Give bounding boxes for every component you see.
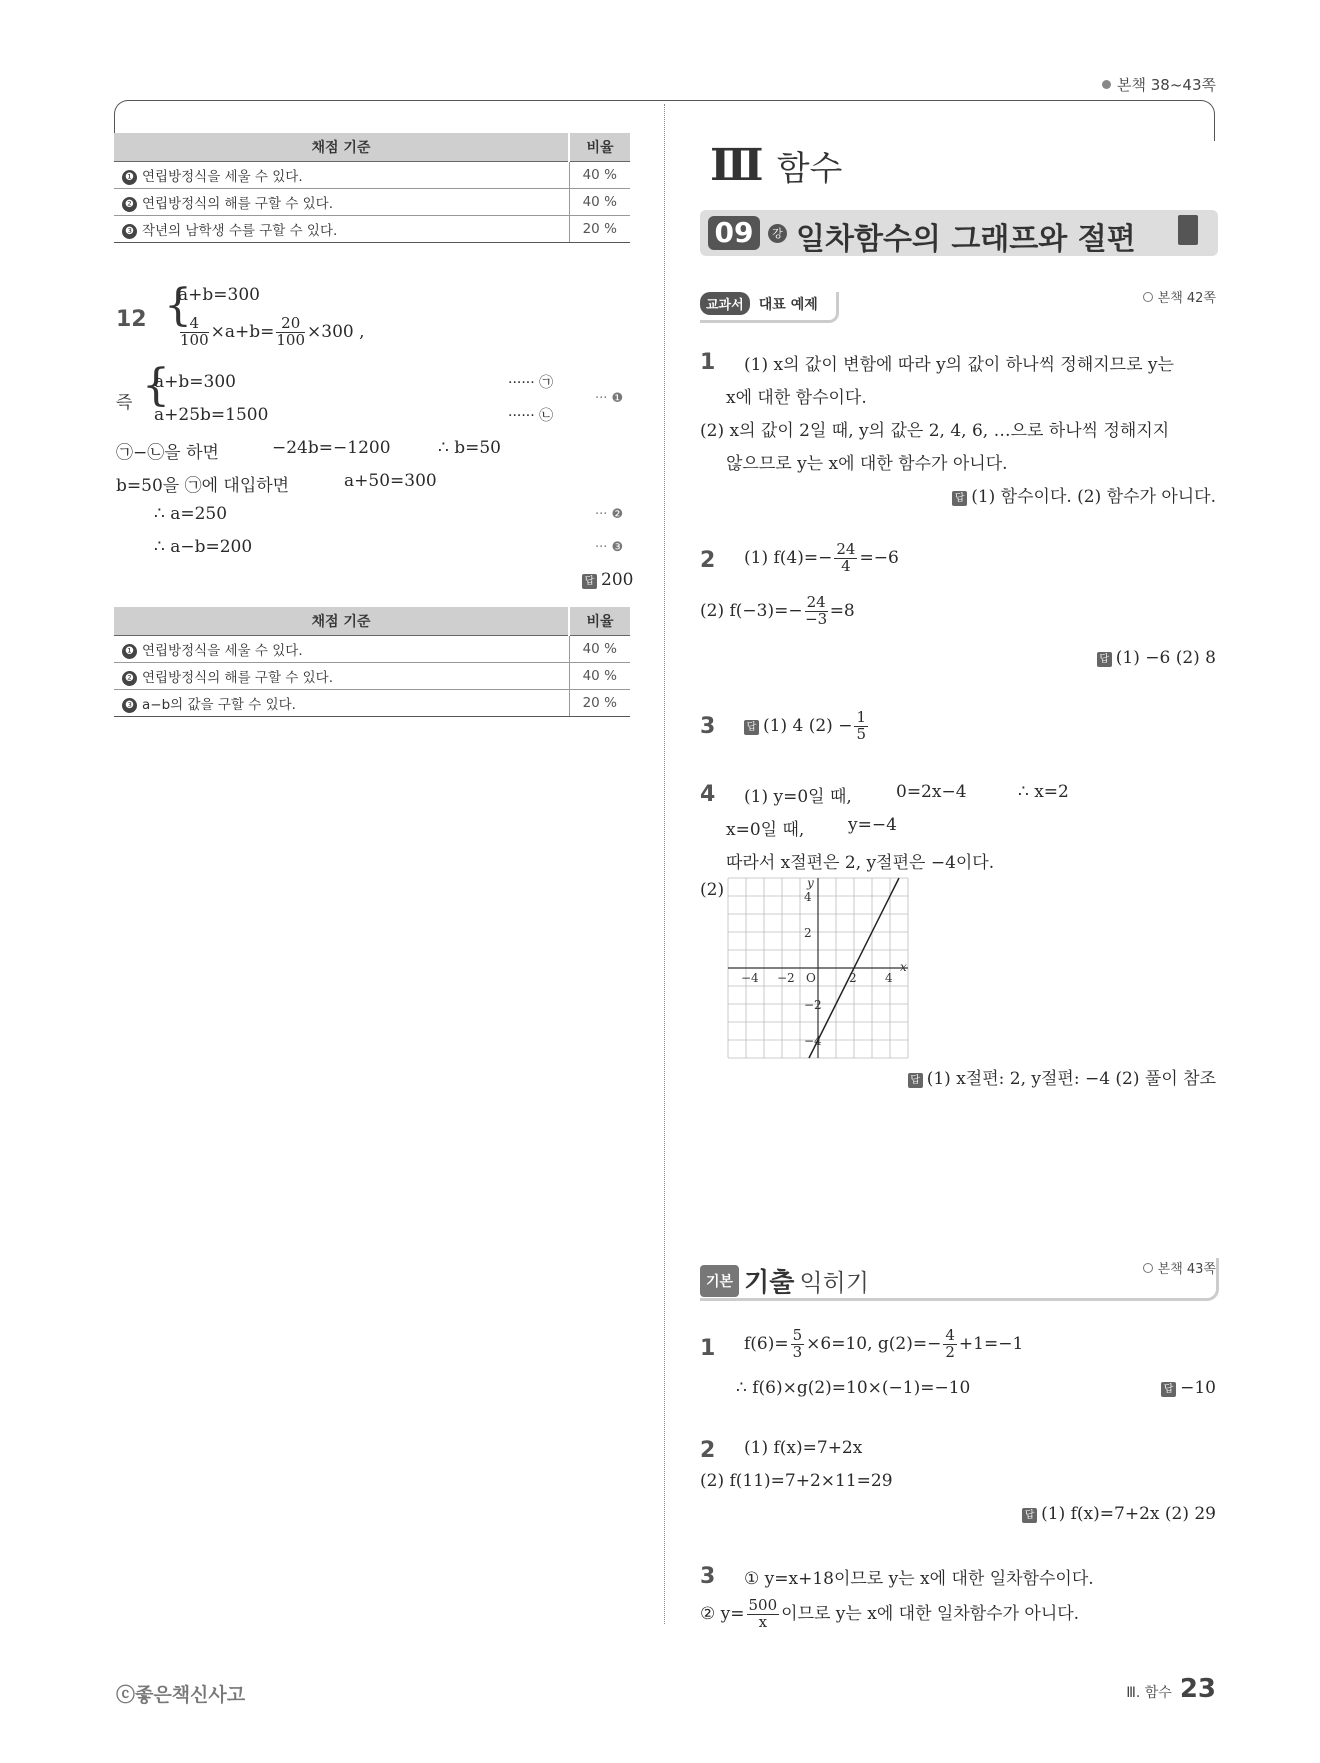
book-reference: 본책 38~43쪽 (1102, 74, 1216, 95)
table-row: ❶ 연립방정식을 세울 수 있다. 40 % (114, 636, 630, 663)
origin-label: O (806, 971, 816, 985)
col-ratio: 비율 (569, 133, 630, 162)
equation: ∴ x=2 (1018, 782, 1069, 802)
basic-badge: 기본 (700, 1265, 739, 1297)
grading-table-1 (114, 133, 630, 243)
problem-number: 1 (700, 350, 716, 375)
text-line: (1) y=0일 때, (744, 787, 852, 807)
equation: (2) f(11)=7+2×11=29 (700, 1471, 893, 1491)
answer: 답 −10 (1161, 1378, 1216, 1398)
publisher-logo: ⓒ좋은책신사고 (116, 1684, 246, 1706)
equation: y=−4 (848, 815, 897, 835)
equation-tag: ······ ㉡ (508, 408, 554, 424)
y-tick-label: −4 (804, 1034, 822, 1048)
problem-number: 1 (700, 1336, 716, 1361)
equation: f(6)= $\frac{5}{3}$ ×6=10, g(2)=− $\frac{4}{2}$ +1=−1 (744, 1326, 1024, 1361)
grading-table-2 (114, 607, 630, 717)
problem-number: 3 (700, 714, 716, 739)
y-tick-label: −2 (804, 998, 822, 1012)
text-line: x=0일 때, (726, 820, 805, 840)
equation: ② y= $\frac{500}{x}$ 이므로 y는 x에 대한 일차함수가 아니다. (700, 1596, 1080, 1631)
problem-number: 2 (700, 548, 716, 573)
chapter-heading (710, 140, 842, 191)
text-line: (1) x의 값이 변함에 따라 y의 값이 하나씩 정해지므로 y는 (744, 355, 1174, 375)
function-graph (720, 872, 910, 1064)
equation: −24b=−1200 (272, 438, 391, 458)
equation: a+b=300 (178, 285, 260, 305)
col-ratio: 비율 (569, 607, 630, 636)
x-tick-label: −4 (741, 971, 759, 985)
page-footer: Ⅲ. 함수 23 (1126, 1674, 1216, 1704)
equation: (1) f(x)=7+2x (744, 1438, 863, 1458)
section-header-1 (700, 292, 839, 323)
col-criteria: 채점 기준 (114, 607, 569, 636)
text-line: b=50을 ㉠에 대입하면 (116, 476, 290, 496)
text-line: 따라서 x절편은 2, y절편은 −4이다. (726, 853, 995, 873)
chapter-title: 함수 (776, 149, 843, 189)
y-tick-label: 2 (804, 926, 812, 940)
col-criteria: 채점 기준 (114, 133, 569, 162)
right-frame (664, 100, 1215, 141)
equation: a+50=300 (344, 471, 437, 491)
y-axis-label: y (807, 876, 814, 890)
answer: 답 (1) x절편: 2, y절편: −4 (2) 풀이 참조 (908, 1064, 1216, 1089)
step-mark: ··· ❸ (595, 540, 624, 555)
brace: { (142, 360, 170, 411)
book-icon (1178, 215, 1198, 245)
label: 즉 (116, 393, 133, 413)
lesson-kang-badge: 강 (768, 224, 787, 243)
equation: 0=2x−4 (896, 782, 967, 802)
x-tick-label: 4 (885, 971, 893, 985)
table-row: ❸ 작년의 남학생 수를 구할 수 있다. 20 % (114, 216, 630, 243)
equation-tag: ······ ㉠ (508, 375, 554, 391)
x-axis-label: x (900, 960, 907, 974)
section-title: 대표 예제 (758, 297, 818, 313)
equation: ∴ f(6)×g(2)=10×(−1)=−10 (736, 1378, 971, 1398)
equation: ∴ b=50 (438, 438, 501, 458)
equation: ∴ a−b=200 (154, 537, 253, 557)
answer: 답 (1) −6 (2) 8 (1097, 648, 1216, 668)
step-mark: ··· ❷ (595, 507, 624, 522)
column-divider (664, 104, 665, 1624)
table-row: ❷ 연립방정식의 해를 구할 수 있다. 40 % (114, 663, 630, 690)
answer: 답 200 (582, 570, 633, 590)
equation: (1) f(4)=− $\frac{24}{4}$ =−6 (744, 540, 899, 575)
text-line: (2) (700, 880, 725, 900)
section-title-2: 기본 기출 익히기 (700, 1262, 869, 1299)
step-mark: ··· ❶ (595, 391, 624, 406)
equation: a+b=300 (154, 372, 236, 392)
table-row: ❸ a−b의 값을 구할 수 있다. 20 % (114, 690, 630, 717)
answer: 답 (1) 4 (2) − $\frac{1}{5}$ (744, 710, 870, 743)
text-line: 않으므로 y는 x에 대한 함수가 아니다. (726, 454, 1008, 474)
text-line: ① y=x+18이므로 y는 x에 대한 일차함수이다. (744, 1569, 1094, 1589)
section-ref: 본책 42쪽 (1143, 287, 1216, 306)
text-line: x에 대한 함수이다. (726, 388, 867, 408)
text-line: (2) x의 값이 2일 때, y의 값은 2, 4, 6, …으로 하나씩 정해지지 (700, 421, 1170, 441)
x-tick-label: −2 (777, 971, 795, 985)
text-line: ㉠−㉡을 하면 (116, 443, 219, 463)
brace: { (164, 280, 192, 331)
chapter-number: Ⅲ (710, 140, 762, 191)
x-tick-label: 2 (849, 971, 857, 985)
ring-icon (1143, 1263, 1153, 1273)
textbook-pill: 교과서 (700, 292, 750, 315)
problem-number: 3 (700, 1564, 716, 1589)
lesson-number: 09 (708, 216, 760, 250)
equation: ∴ a=250 (154, 504, 228, 524)
equation: a+25b=1500 (154, 405, 269, 425)
equation: $\frac{4}{100}$ ×a+b= $\frac{20}{100}$ ×300 , (180, 314, 365, 349)
ring-icon (1143, 292, 1153, 302)
problem-number: 4 (700, 782, 716, 807)
bullet-icon (1102, 80, 1111, 89)
answer: 답 (1) 함수이다. (2) 함수가 아니다. (952, 482, 1216, 507)
y-tick-label: 4 (804, 890, 812, 904)
problem-number: 2 (700, 1438, 716, 1463)
section-ref: 본책 43쪽 (1143, 1258, 1216, 1277)
page-number: 23 (1179, 1674, 1216, 1704)
table-row: ❷ 연립방정식의 해를 구할 수 있다. 40 % (114, 189, 630, 216)
answer: 답 (1) f(x)=7+2x (2) 29 (1022, 1504, 1216, 1524)
table-row: ❶ 연립방정식을 세울 수 있다. 40 % (114, 162, 630, 189)
equation: (2) f(−3)=− $\frac{24}{-3}$ =8 (700, 593, 855, 628)
problem-number: 12 (116, 307, 147, 332)
lesson-title: 일차함수의 그래프와 절편 (796, 222, 1136, 257)
